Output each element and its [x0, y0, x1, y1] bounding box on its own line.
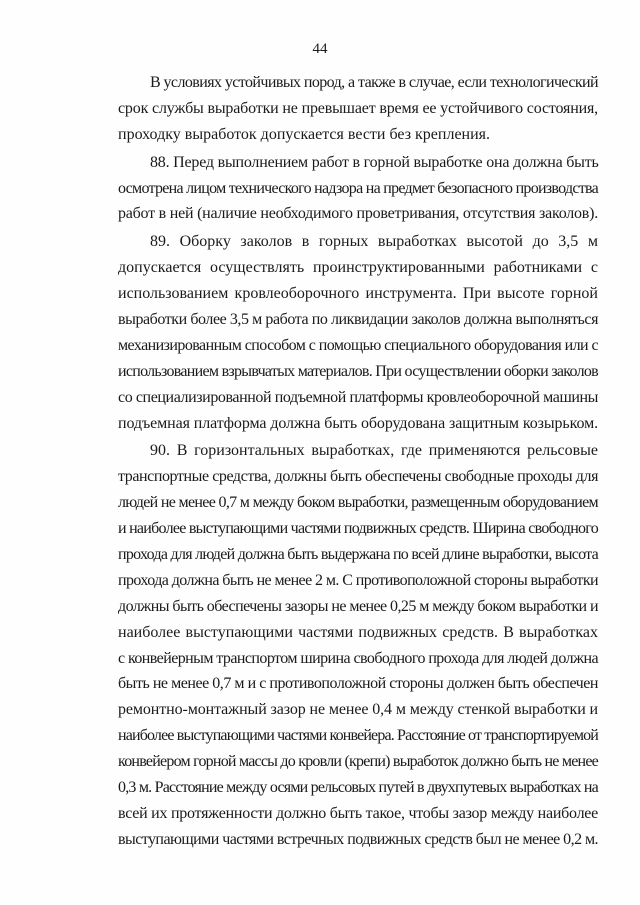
- text-line: с конвейерным транспортом ширина свободного прохода для людей должна: [118, 649, 599, 667]
- text-line: использованием взрывчатых материалов. При осуществлении оборки заколов: [118, 362, 599, 380]
- document-body: [118, 70, 598, 853]
- text-line: осмотрена лицом технического надзора на предмет безопасного производства: [118, 179, 599, 197]
- text-line: наиболее выступающими частями подвижных средств. В выработках: [118, 623, 598, 641]
- text-line: 88. Перед выполнением работ в горной выработке она должна быть: [150, 153, 599, 171]
- paragraph-88: [118, 150, 598, 228]
- text-line: должны быть обеспечены зазоры не менее 0,25 м между боком выработки и: [118, 597, 598, 615]
- text-line: 89. Оборку заколов в горных выработках высотой до 3,5 м: [150, 233, 598, 251]
- paragraph-continuation: [118, 70, 598, 148]
- text-line: выработки более 3,5 м работа по ликвидации заколов должна выполняться: [118, 311, 599, 329]
- text-line: срок службы выработки не превышает время ее устойчивого состояния,: [118, 99, 599, 117]
- text-line: быть не менее 0,7 м и с противоположной стороны должен быть обеспечен: [118, 675, 598, 693]
- text-line: выступающими частями встречных подвижных средств был не менее 0,2 м.: [118, 830, 598, 848]
- text-line: 0,3 м. Расстояние между осями рельсовых путей в двухпутевых выработках на: [118, 779, 598, 797]
- text-line: конвейером горной массы до кровли (крепи) выработок должно быть не менее: [118, 753, 598, 771]
- text-line: ремонтно-монтажный зазор не менее 0,4 м между стенкой выработки и: [118, 701, 598, 719]
- text-line: всей их протяженности должно быть такое, чтобы зазор между наиболее: [118, 804, 598, 822]
- text-line: 90. В горизонтальных выработках, где применяются рельсовые: [150, 442, 598, 460]
- text-line: транспортные средства, должны быть обеспечены свободные проходы для: [118, 468, 599, 486]
- text-line: проходку выработок допускается вести без крепления.: [118, 125, 491, 143]
- paragraph-89: [118, 229, 598, 436]
- text-line: со специализированной подъемной платформы кровлеоборочной машины: [118, 388, 599, 406]
- paragraph-90: [118, 438, 598, 852]
- text-line: и наиболее выступающими частями подвижных средств. Ширина свободного: [118, 520, 598, 538]
- text-line: В условиях устойчивых пород, а также в случае, если технологический: [150, 74, 599, 91]
- text-line: использованием кровлеоборочного инструмента. При высоте горной: [118, 285, 598, 303]
- page-number: 44: [312, 41, 328, 57]
- text-line: наиболее выступающими частями конвейера. Расстояние от транспортируемой: [118, 727, 598, 745]
- text-line: допускается осуществлять проинструктированными работниками с: [118, 259, 598, 277]
- text-line: подъемная платформа должна быть оборудована защитным козырьком.: [118, 414, 599, 432]
- text-line: людей не менее 0,7 м между боком выработки, размещенным оборудованием: [118, 494, 598, 512]
- text-line: прохода должна быть не менее 2 м. С противоположной стороны выработки: [118, 571, 598, 589]
- text-line: прохода для людей должна быть выдержана по всей длине выработки, высота: [118, 546, 599, 564]
- text-line: работ в ней (наличие необходимого проветривания, отсутствия заколов).: [118, 205, 598, 223]
- text-line: механизированным способом с помощью специального оборудования или с: [118, 336, 598, 354]
